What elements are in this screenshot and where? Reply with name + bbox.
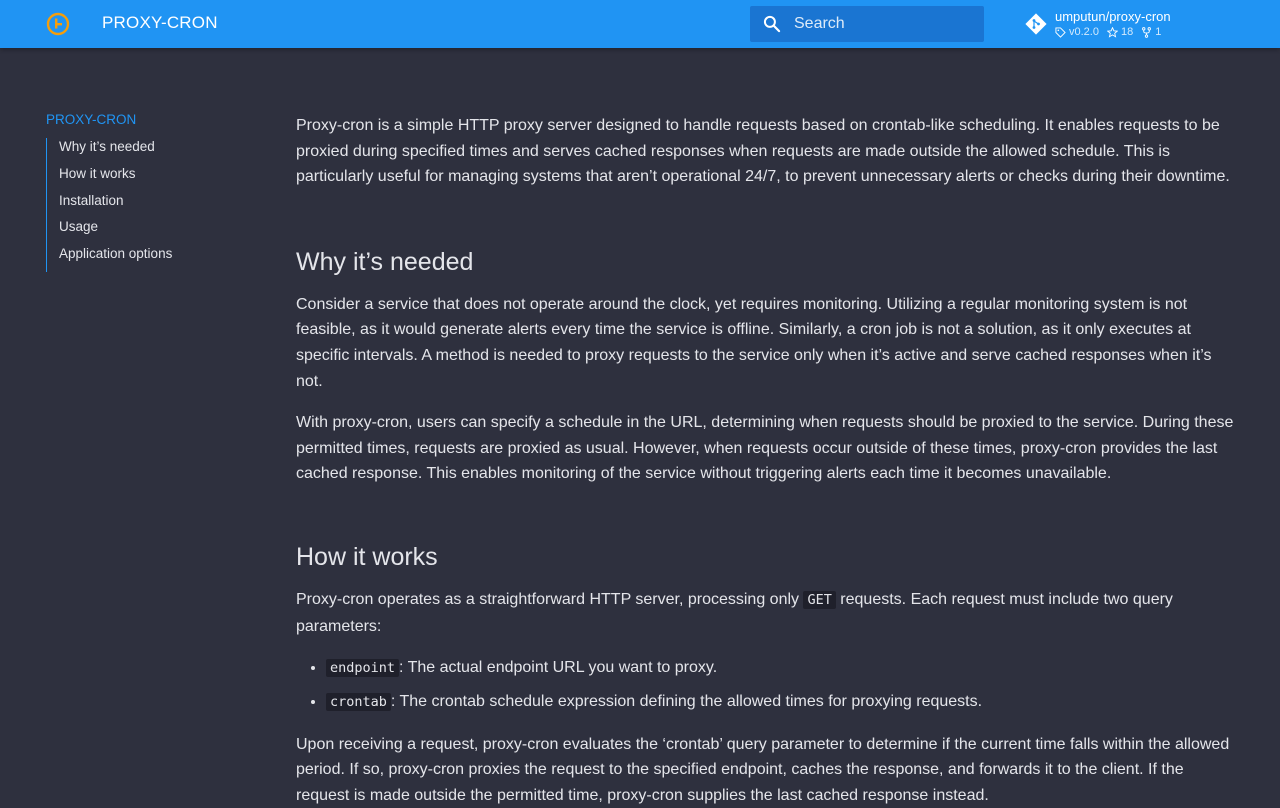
how-paragraph-1: Proxy-cron operates as a straightforward HTTP server, processing only GET requests. Each request must include two query parameters: [296, 590, 1173, 635]
logo-icon[interactable] [46, 12, 70, 36]
star-icon [1107, 27, 1118, 38]
why-paragraph-1: Consider a service that does not operate around the clock, yet requires monitoring. Utilizing a regular monitoring system is not feasible, as it would generate alerts every time the service is offline. Similarly, a cron job is not a solution, as it only executes at specific intervals. A method is needed to proxy requests to the service only when it’s active and serve cached responses when it’s not. [296, 295, 1212, 390]
repo-facts [1055, 26, 1169, 38]
search-icon [762, 14, 782, 34]
fork-icon [1141, 27, 1152, 38]
site-title[interactable]: PROXY-CRON [102, 13, 218, 32]
heading-how-it-works: How it works [296, 542, 438, 571]
git-icon [1024, 12, 1048, 36]
inline-code-crontab: crontab [326, 693, 391, 711]
tag-icon [1055, 27, 1066, 38]
repo-version: v0.2.0 [1055, 26, 1099, 38]
heading-why-its-needed: Why it’s needed [296, 247, 474, 276]
list-item: • endpoint : The actual endpoint URL you want to proxy. [326, 655, 1236, 682]
parameters-list [296, 655, 1236, 716]
how-paragraph-2: Upon receiving a request, proxy-cron evaluates the ‘crontab’ query parameter to determine if the current time falls within the allowed period. If so, proxy-cron proxies the request to the specified endpoint, caches the response, and forwards it to the client. If the request is made outside the permitted time, proxy-cron supplies the last cached response instead. [296, 735, 1230, 804]
top-header [0, 0, 1280, 48]
repo-forks: 1 [1141, 26, 1161, 38]
repo-link[interactable] [1024, 8, 1264, 40]
toc-item-installation[interactable]: Installation [59, 192, 124, 208]
search-box[interactable] [750, 6, 984, 42]
toc-item-how-it-works[interactable]: How it works [59, 165, 136, 181]
why-paragraph-2: With proxy-cron, users can specify a schedule in the URL, determining when requests should be proxied to the service. During these permitted times, requests are proxied as usual. However, when requests occur outside of these times, proxy-cron provides the last cached response. This enables monitoring of the service without triggering alerts each time it becomes unavailable. [296, 414, 1234, 483]
toc-list [46, 138, 246, 272]
list-item: • crontab : The crontab schedule expression defining the allowed times for proxying requests. [326, 689, 1236, 716]
search-input[interactable] [794, 6, 974, 42]
sidebar-title[interactable]: PROXY-CRON [46, 112, 137, 127]
toc-item-application-options[interactable]: Application options [59, 246, 173, 262]
intro-paragraph: Proxy-cron is a simple HTTP proxy server designed to handle requests based on crontab-like scheduling. It enables requests to be proxied during specified times and serves cached responses when requests are made outside the allowed schedule. This is particularly useful for managing systems that aren’t operational 24/7, to prevent unnecessary alerts or checks during their downtime. [296, 117, 1230, 186]
toc-item-why-its-needed[interactable]: Why it’s needed [59, 139, 155, 154]
toc-item-usage[interactable]: Usage [59, 219, 99, 235]
repo-name: umputun/proxy-cron [1055, 9, 1171, 24]
inline-code-endpoint: endpoint [326, 659, 399, 677]
main-content [296, 113, 1236, 808]
repo-stars: 18 [1107, 26, 1133, 38]
inline-code-get: GET [803, 591, 835, 609]
table-of-contents [46, 110, 246, 272]
